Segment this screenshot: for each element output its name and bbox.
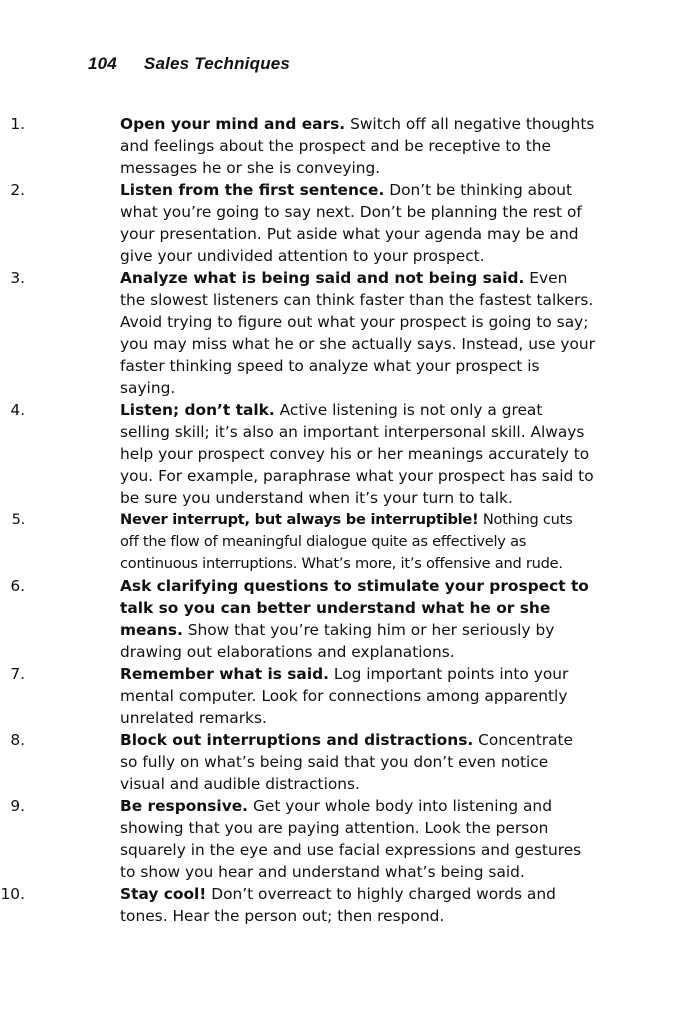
item-lead: Stay cool!	[120, 885, 207, 903]
item-text: Show that you’re taking him or her seriously by drawing out elaborations and explanations.	[120, 621, 555, 661]
page-number: 104	[88, 54, 117, 73]
item-lead: Listen; don’t talk.	[120, 401, 275, 419]
item-number: 10.	[0, 885, 25, 903]
item-lead: Open your mind and ears.	[120, 115, 346, 133]
list-item	[0, 509, 595, 575]
item-lead: Analyze what is being said and not being said.	[120, 269, 525, 287]
item-number: 9.	[10, 797, 25, 815]
item-text: Don’t be thinking about what you’re going to say next. Don’t be planning the rest of your presentation. Put aside what your agenda may be and give your undivided attention to your prospect.	[120, 181, 582, 265]
item-lead: Be responsive.	[120, 797, 249, 815]
item-number: 4.	[10, 401, 25, 419]
item-number: 1.	[10, 115, 25, 133]
item-lead: Remember what is said.	[120, 665, 329, 683]
item-lead: Listen from the first sentence.	[120, 181, 385, 199]
item-text: Even the slowest listeners can think faster than the fastest talkers. Avoid trying to figure out what your prospect is going to say; you may miss what he or she actually says. Instead, use your faster thinking speed to analyze what your prospect is saying.	[120, 269, 595, 397]
item-text: Get your whole body into listening and showing that you are paying attention. Look the person squarely in the eye and use facial expressions and gestures to show you hear and understand what’s being said.	[120, 797, 582, 881]
list-item	[0, 399, 595, 509]
item-number: 6.	[10, 577, 25, 595]
listening-tips-list	[0, 113, 682, 927]
item-text: Concentrate so fully on what’s being said that you don’t even notice visual and audible distractions.	[120, 731, 574, 793]
list-item	[0, 267, 595, 399]
item-number: 2.	[10, 181, 25, 199]
item-text: Nothing cuts off the flow of meaningful dialogue quite as effectively as continuous interruptions. What’s more, it’s offensive and rude.	[120, 511, 573, 572]
list-item	[0, 883, 595, 927]
item-lead: Ask clarifying questions to stimulate your prospect to talk so you can better understand what he or she means.	[120, 577, 589, 639]
item-number: 5.	[11, 511, 25, 528]
item-number: 8.	[10, 731, 25, 749]
list-item	[0, 795, 595, 883]
item-text: Switch off all negative thoughts and feelings about the prospect and be receptive to the messages he or she is conveying.	[120, 115, 595, 177]
item-text: Active listening is not only a great selling skill; it’s also an important interpersonal skill. Always help your prospect convey his or her meanings accurately to you. For example, paraphrase what your prospect has said to be sure you understand when it’s your turn to talk.	[120, 401, 594, 507]
item-number: 3.	[10, 269, 25, 287]
item-lead: Block out interruptions and distractions.	[120, 731, 474, 749]
item-text: Don’t overreact to highly charged words and tones. Hear the person out; then respond.	[120, 885, 556, 925]
item-lead: Never interrupt, but always be interruptible!	[120, 511, 479, 528]
list-item	[0, 575, 595, 663]
running-title: Sales Techniques	[143, 54, 291, 73]
list-item	[0, 663, 595, 729]
running-header	[88, 54, 290, 74]
item-text: Log important points into your mental computer. Look for connections among apparently unrelated remarks.	[120, 665, 569, 727]
item-number: 7.	[10, 665, 25, 683]
list-item	[0, 113, 595, 179]
list-item	[0, 729, 595, 795]
list-item	[0, 179, 595, 267]
